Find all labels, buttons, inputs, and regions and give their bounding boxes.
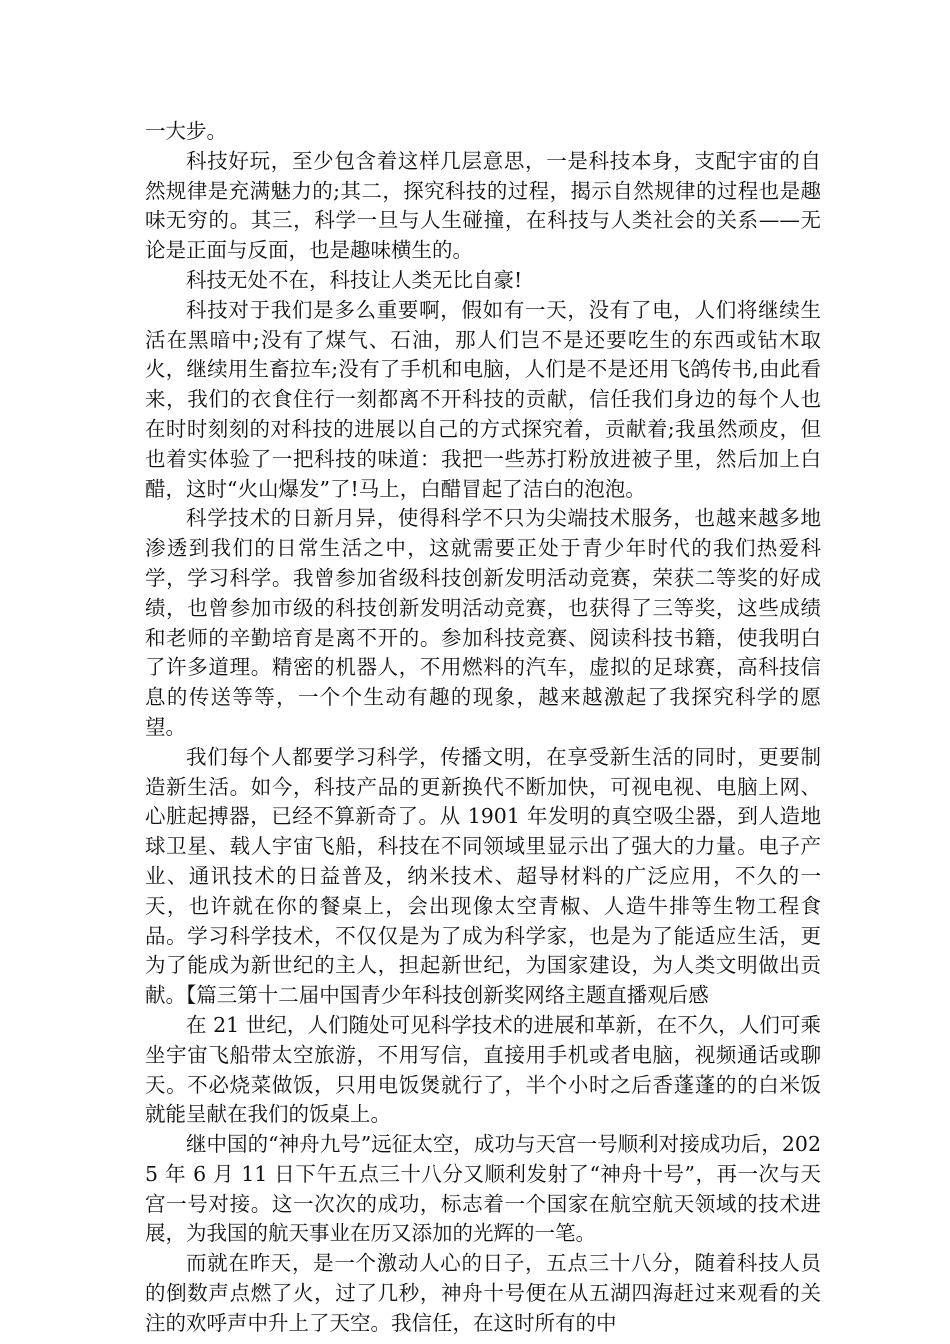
paragraph: 科技对于我们是多么重要啊，假如有一天，没有了电，人们将继续生活在黑暗中;没有了煤气、石油，那人们岂不是还要吃生的东西或钻木取火，继续用生畜拉车;没有了手机和电脑，人们是不是还用飞鸽传书,由此看来，我们的衣食住行一刻都离不开科技的贡献，信任我们身边的每个人也在时时刻刻的对科技的进展以自己的方式探究着，贡献着;我虽然顽皮，但也着实体验了一把科技的味道：我把一些苏打粉放进被子里，然后加上白醋，这时“火山爆发”了!马上，白醋冒起了洁白的泡泡。	[145, 297, 821, 501]
paragraph: 继中国的“神舟九号”远征太空，成功与天宫一号顺利对接成功后，2025 年 6 月 11 日下午五点三十八分又顺利发射了“神舟十号”，再一次与天宫一号对接。这一次次的成功，标志着一个国家在航空航天领域的技术进展，为我国的航天事业在历又添加的光辉的一笔。	[145, 1132, 821, 1246]
paragraph: 在 21 世纪，人们随处可见科学技术的进展和革新，在不久，人们可乘坐宇宙飞船带太空旅游，不用写信，直接用手机或者电脑，视频通话或聊天。不必烧菜做饭，只用电饭煲就行了，半个小时之后香蓬蓬的的白米饭就能呈献在我们的饭桌上。	[145, 1012, 821, 1127]
paragraph-continued: 一大步。	[145, 119, 227, 143]
paragraph: 科技好玩，至少包含着这样几层意思，一是科技本身，支配宇宙的自然规律是充满魅力的;其二，探究科技的过程，揭示自然规律的过程也是趣味无穷的。其三，科学一旦与人生碰撞，在科技与人类社会的关系——无论是正面与反面，也是趣味横生的。	[145, 148, 821, 263]
paragraph: 而就在昨天，是一个激动人心的日子，五点三十八分，随着科技人员的倒数声点燃了火，过了几秒，神舟十号便在从五湖四海赶过来观看的关注的欢呼声中升上了天空。我信任，在这时所有的中	[145, 1251, 821, 1335]
document-page	[145, 117, 821, 1339]
paragraph: 科技无处不在，科技让人类无比自豪!	[186, 267, 523, 292]
paragraph: 我们每个人都要学习科学，传播文明，在享受新生活的同时，更要制造新生活。如今，科技产品的更新换代不断加快，可视电视、电脑上网、心脏起搏器，已经不算新奇了。从 1901 年发明的真空吸尘器，到人造地球卫星、载人宇宙飞船，科技在不同领域里显示出了强大的力量。电子产业、通讯技术的日益普及，纳米技术、超导材料的广泛应用，不久的一天，也许就在你的餐桌上，会出现像太空青椒、人造牛排等生物工程食品。学习科学技术，不仅仅是为了成为科学家，也是为了能适应生活，更为了能成为新世纪的主人，担起新世纪，为国家建设，为人类文明做出贡献。【篇三第十二届中国青少年科技创新奖网络主题直播观后感	[145, 744, 821, 1008]
paragraph: 科学技术的日新月异，使得科学不只为尖端技术服务，也越来越多地渗透到我们的日常生活之中，这就需要正处于青少年时代的我们热爱科学，学习科学。我曾参加省级科技创新发明活动竞赛，荣获二等奖的好成绩，也曾参加市级的科技创新发明活动竞赛，也获得了三等奖，这些成绩和老师的辛勤培育是离不开的。参加科技竞赛、阅读科技书籍，使我明白了许多道理。精密的机器人，不用燃料的汽车，虚拟的足球赛，高科技信息的传送等等，一个个生动有趣的现象，越来越激起了我探究科学的愿望。	[145, 506, 821, 739]
